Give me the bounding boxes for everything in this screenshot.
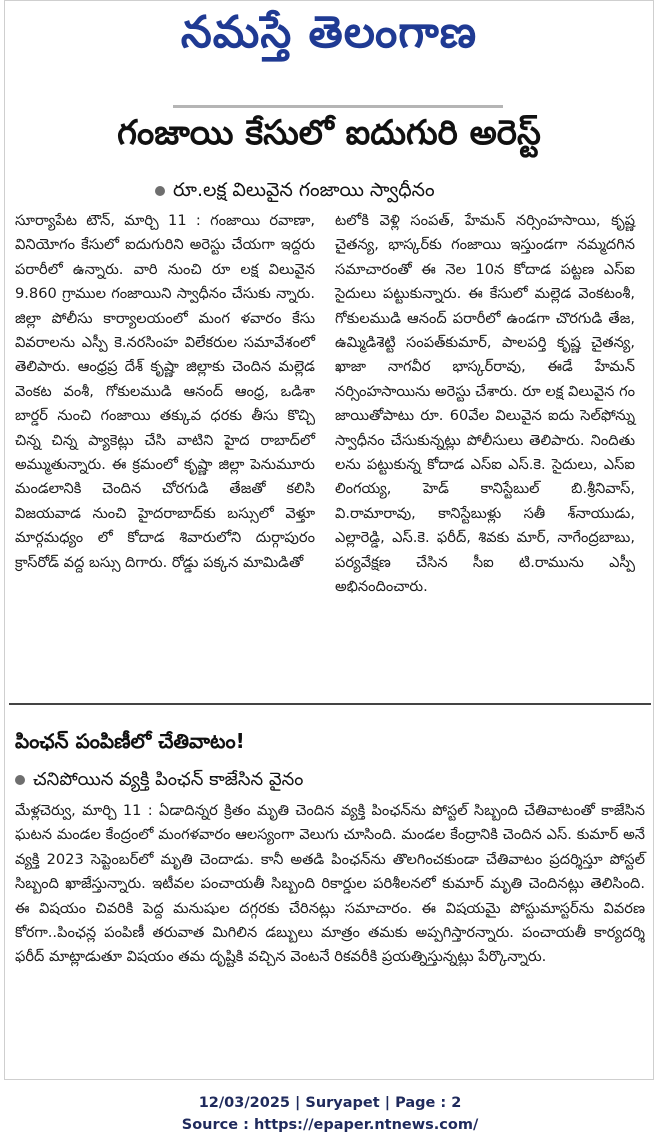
bullet-icon xyxy=(155,186,165,196)
headline-rule xyxy=(173,105,503,108)
article2-subheading xyxy=(15,769,303,794)
article2-body: మేళ్లచెర్వు, మార్చి 11 : ఏడాదిన్నర క్రితం మృతి చెందిన వ్యక్తి పింఛన్‌ను పోస్టల్ సిబ్బంది చేతివాటంతో కాజేసిన ఘటన మండల కేంద్రంలో మంగళవారం ఆలస్యంగా వెలుగు చూసింది. మండల కేంద్రానికి చెందిన ఎస్. కుమార్ అనే వ్యక్తి 2023 సెప్టెంబర్‌లో మృతి చెందాడు. కానీ అతడి పింఛన్‌ను తొలగించకుండా చేతివాటం ప్రదర్శిస్తూ పోస్టల్ సిబ్బంది ఖాజేస్తున్నారు. ఇటీవల పంచాయతీ సిబ్బంది రికార్డుల పరిశీలనలో కుమార్ మృతి చెందినట్లు తెలిసింది. ఈ విషయం చివరికి పెద్ద మనుషుల దగ్గరకు చేరినట్లు సమాచారం. ఈ విషయమై పోస్టుమాస్టర్‌ను వివరణ కోరగా..పింఛన్ల పంపిణీ తరువాత మిగిలిన డబ్బులు మాత్రం తమకు అప్పగిస్తారన్నారు. పంచాయతీ కార్యదర్శి ఫరీద్ మాట్లాడుతూ విషయం తమ దృష్టికి వచ్చిన వెంటనే రికవరీకి ప్రయత్నిస్తున్నట్లు పేర్కొన్నారు. xyxy=(15,802,645,966)
newspaper-clipping xyxy=(4,0,654,1080)
masthead-logo: నమస్తే తెలంగాణ xyxy=(180,7,478,58)
article1-subheading xyxy=(155,179,435,206)
article1-subheading-text: రూ.లక్ష విలువైన గంజాయి స్వాధీనం xyxy=(173,179,435,201)
article2-headline: పింఛన్ పంపిణీలో చేతివాటం! xyxy=(15,729,245,753)
footer-date-edition: 12/03/2025 | Suryapet | Page : 2 xyxy=(198,1095,462,1111)
source-footer xyxy=(0,1092,660,1136)
article1-headline: గంజాయి కేసులో ఐదుగురి అరెస్ట్ xyxy=(117,113,541,153)
bullet-icon xyxy=(15,775,25,785)
article2-subheading-text: చనిపోయిన వ్యక్తి పింఛన్ కాజేసిన వైనం xyxy=(33,769,304,790)
article1-column-right: టలోకి వెళ్లి సంపత్, హేమన్ నర్సింహసాయి, కృష్ణ చైతన్య, భాస్కర్‌కు గంజాయి ఇస్తుండగా నమ్మదగిన సమాచారంతో ఈ నెల 10న కోదాడ పట్టణ ఎస్ఐ సైదులు పట్టుకున్నారు. ఈ కేసులో మల్లెడ వెంకటంశీ, గోకులముడి ఆనంద్ పరారీలో ఉండగా చొరగుడి తేజ, ఉమ్మిడిశెట్టి సంపత్‌కుమార్, పాలపర్తి కృష్ణ చైతన్య, ఖాజా నాగవీర భాస్కర్‌రావు, ఈడే హేమన్ నర్సింహసాయిను అరెస్టు చేశారు. రూ లక్ష విలువైన గం జాయితోపాటు రూ. 60వేల విలువైన ఐదు సెల్‌ఫోన్ను స్వాధీనం చేసుకున్నట్లు పోలీసులు తెలిపారు. నిందితు లను పట్టుకున్న కోదాడ ఎస్ఐ ఎస్.కె. సైదులు, ఎస్ఐ లింగయ్య, హెడ్ కానిస్టేబుల్ బి.శ్రీనివాస్, వి.రామారావు, కానిస్టేబుళ్లు సతీ శ్‌నాయుడు, ఎల్లారెడ్డి, ఎస్.కె. ఫరీద్, శివకు మార్, నాగేంద్రబాబు, పర్యవేక్షణ చేసిన సీఐ టి.రామును ఎస్పీ అభినందించారు. xyxy=(335,212,635,596)
article1-column-left: సూర్యాపేట టౌన్, మార్చి 11 : గంజాయి రవాణా, వినియోగం కేసులో ఐదుగురిని అరెస్టు చేయగా ఇద్దరు పరారీలో ఉన్నారు. వారి నుంచి రూ లక్ష విలువైన 9.860 గ్రాముల గంజాయిని స్వాధీనం చేసుకు న్నారు. జిల్లా పోలీసు కార్యాలయంలో మంగ ళవారం కేసు వివరాలను ఎస్పీ కె.నరసింహ విలేకరుల సమావేశంలో తెలిపారు. ఆంధ్రప్ర దేశ్ కృష్ణా జిల్లాకు చెందిన మల్లెడ వెంకట వంశీ, గోకులముడి ఆనంద్ ఆంధ్ర, ఒడిశా బార్డర్ నుంచి గంజాయి తక్కువ ధరకు తీసు కొచ్చి చిన్న చిన్న ప్యాకెట్లు చేసి వాటిని హైద రాబాద్‌లో అమ్ముతున్నారు. ఈ క్రమంలో కృష్ణా జిల్లా పెనుమూరు మండలానికి చెందిన చోరగుడి తేజతో కలిసి విజయవాడ నుంచి హైదరాబాద్‌కు బస్సులో వెళ్తూ మార్గమధ్యం లో కోదాడ శివారులోని దుర్గాపురం క్రాస్‌రోడ్ వద్ద బస్సు దిగారు. రోడ్డు పక్కన మామిడితో xyxy=(15,212,315,571)
footer-source: Source : https://epaper.ntnews.com/ xyxy=(181,1117,479,1133)
article-divider xyxy=(9,703,651,705)
